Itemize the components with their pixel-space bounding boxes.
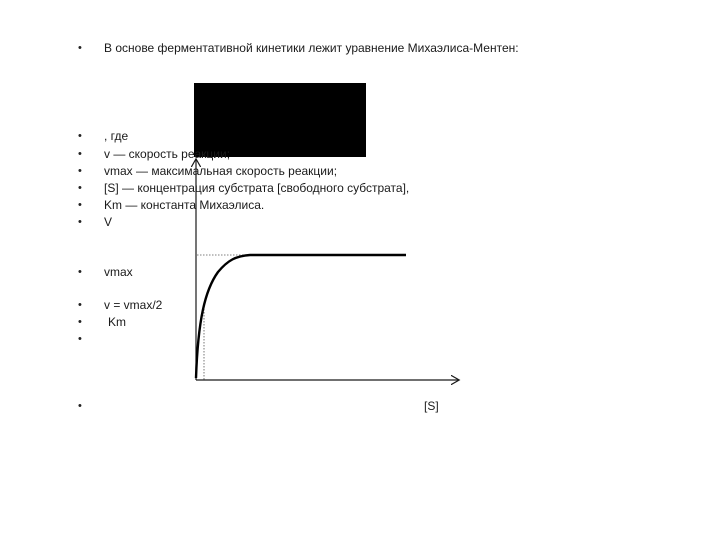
bullet-icon: • bbox=[78, 165, 82, 177]
s-axis-label: [S] bbox=[424, 399, 439, 413]
definition-km: Km — константа Михаэлиса. bbox=[104, 198, 265, 212]
bullet-icon: • bbox=[78, 42, 82, 54]
bullet-icon: • bbox=[78, 148, 82, 160]
bullet-icon: • bbox=[78, 216, 82, 228]
list-item bbox=[0, 264, 720, 280]
list-item bbox=[0, 214, 720, 230]
definition-vmax: vmax — максимальная скорость реакции; bbox=[104, 164, 338, 178]
vmax-label: vmax bbox=[104, 265, 133, 279]
bullet-icon: • bbox=[78, 130, 82, 142]
list-item bbox=[0, 314, 720, 330]
definition-v: v — скорость реакции; bbox=[104, 147, 231, 161]
list-item bbox=[0, 146, 720, 162]
list-item bbox=[0, 128, 720, 144]
bullet-icon: • bbox=[78, 266, 82, 278]
definition-s: [S] — концентрация субстрата [свободного субстрата], bbox=[104, 181, 410, 195]
half-vmax-label: v = vmax/2 bbox=[104, 298, 163, 312]
bullet-icon: • bbox=[78, 182, 82, 194]
list-item bbox=[0, 197, 720, 213]
intro-text: В основе ферментативной кинетики лежит уравнение Михаэлиса-Ментен: bbox=[104, 41, 519, 55]
where-text: , где bbox=[104, 129, 129, 143]
list-item bbox=[0, 297, 720, 313]
list-item bbox=[0, 398, 720, 414]
bullet-icon: • bbox=[78, 400, 82, 412]
list-item bbox=[0, 331, 720, 347]
bullet-icon: • bbox=[78, 316, 82, 328]
list-item bbox=[0, 163, 720, 179]
bullet-icon: • bbox=[78, 299, 82, 311]
km-label: Km bbox=[108, 315, 126, 329]
bullet-icon: • bbox=[78, 199, 82, 211]
bullet-icon: • bbox=[78, 333, 82, 345]
v-axis-label: V bbox=[104, 215, 113, 229]
intro-line bbox=[0, 40, 720, 56]
list-item bbox=[0, 180, 720, 196]
